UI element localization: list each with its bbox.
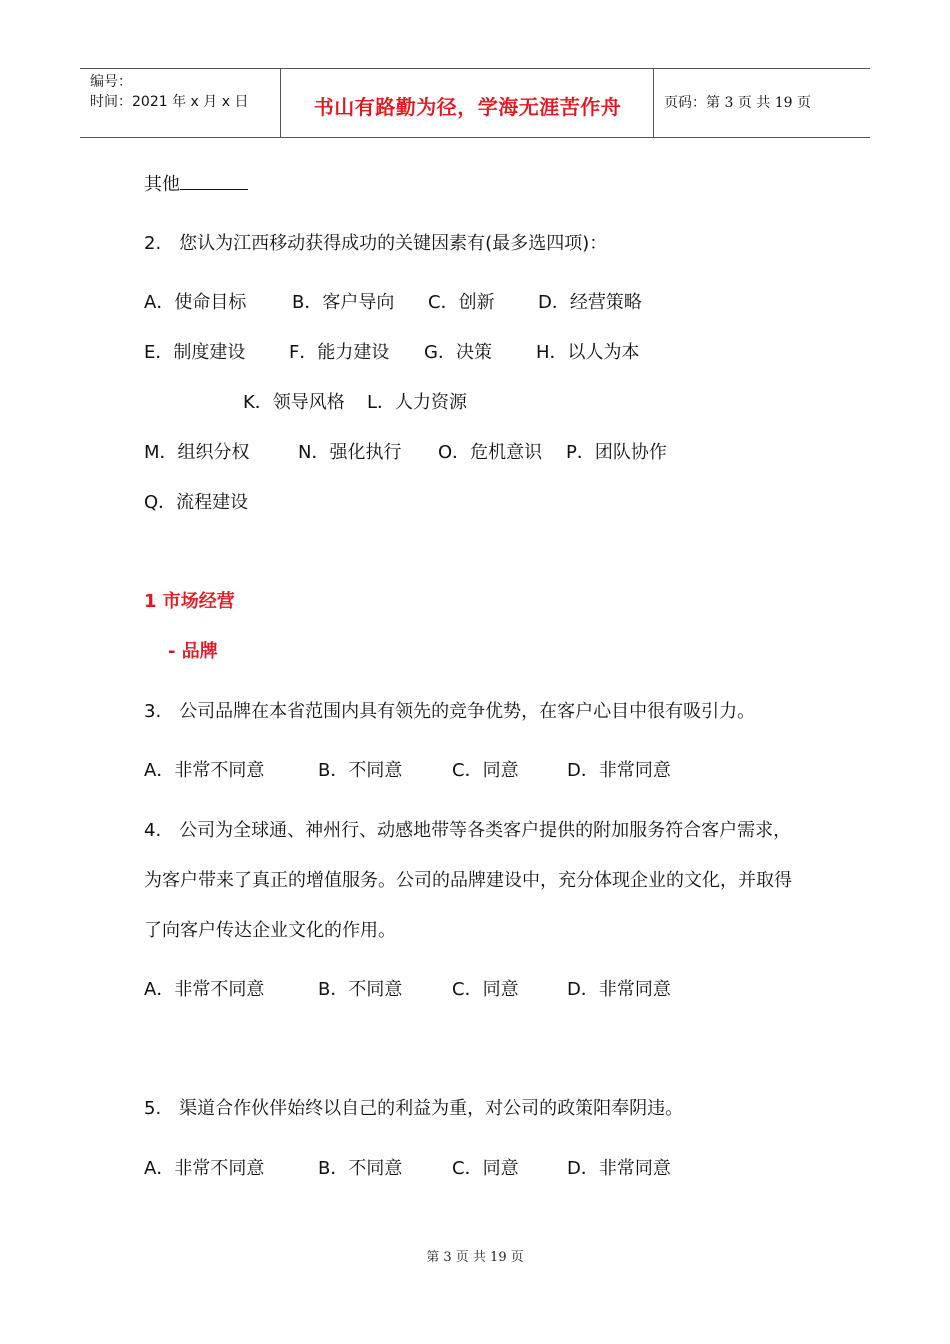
question-2: 2. 您认为江西移动获得成功的关键因素有(最多选四项)： (144, 233, 608, 254)
header-page-info: 页码：第 3 页 共 19 页 (664, 95, 811, 111)
subsection-title: - 品牌 (168, 641, 218, 662)
q4-option-a: A．非常不同意 (144, 979, 265, 1000)
q2-option-n: N．强化执行 (298, 442, 402, 463)
q2-option-p: P．团队协作 (566, 442, 667, 463)
q2-option-b: B．客户导向 (292, 292, 395, 313)
header-motto: 书山有路勤为径，学海无涯苦作舟 (313, 95, 622, 119)
question-4-line-1: 4. 公司为全球通、神州行、动感地带等各类客户提供的附加服务符合客户需求， (144, 820, 792, 841)
question-4-line-3: 了向客户传达企业文化的作用。 (144, 920, 396, 941)
q5-option-a: A．非常不同意 (144, 1158, 265, 1179)
q3-option-b: B．不同意 (318, 760, 403, 781)
q3-option-c: C．同意 (452, 760, 519, 781)
q5-option-b: B．不同意 (318, 1158, 403, 1179)
q2-option-c: C．创新 (428, 292, 495, 313)
header-time-label: 时间：2021 年 x 月 x 日 (90, 94, 249, 110)
q4-option-d: D．非常同意 (567, 979, 671, 1000)
other-blank (180, 171, 248, 190)
q2-option-e: E．制度建设 (144, 342, 246, 363)
q4-option-c: C．同意 (452, 979, 519, 1000)
q2-option-o: O．危机意识 (438, 442, 543, 463)
q2-option-k: K．领导风格 (243, 392, 345, 413)
header-meta (80, 69, 281, 137)
question-4-line-2: 为客户带来了真正的增值服务。公司的品牌建设中，充分体现企业的文化，并取得 (144, 870, 792, 891)
q2-option-d: D．经营策略 (538, 292, 642, 313)
other-option-line (144, 171, 248, 197)
q2-option-l: L．人力资源 (367, 392, 468, 413)
question-3: 3. 公司品牌在本省范围内具有领先的竞争优势，在客户心目中很有吸引力。 (144, 701, 756, 722)
section-title: 1 市场经营 (144, 591, 235, 612)
q2-option-m: M．组织分权 (144, 442, 250, 463)
q3-option-a: A．非常不同意 (144, 760, 265, 781)
q5-option-c: C．同意 (452, 1158, 519, 1179)
q5-option-d: D．非常同意 (567, 1158, 671, 1179)
page-header (80, 68, 870, 138)
q2-option-q: Q．流程建设 (144, 492, 249, 513)
q4-option-b: B．不同意 (318, 979, 403, 1000)
q2-option-g: G．决策 (424, 342, 492, 363)
question-5: 5. 渠道合作伙伴始终以自己的利益为重，对公司的政策阳奉阴违。 (144, 1098, 684, 1119)
q2-option-h: H．以人为本 (536, 342, 640, 363)
header-motto-cell (282, 69, 654, 137)
q2-option-f: F．能力建设 (289, 342, 390, 363)
q2-option-a: A．使命目标 (144, 292, 247, 313)
other-label: 其他 (144, 174, 180, 195)
header-id-label: 编号： (90, 74, 132, 90)
q3-option-d: D．非常同意 (567, 760, 671, 781)
page-footer: 第 3 页 共 19 页 (426, 1250, 524, 1265)
